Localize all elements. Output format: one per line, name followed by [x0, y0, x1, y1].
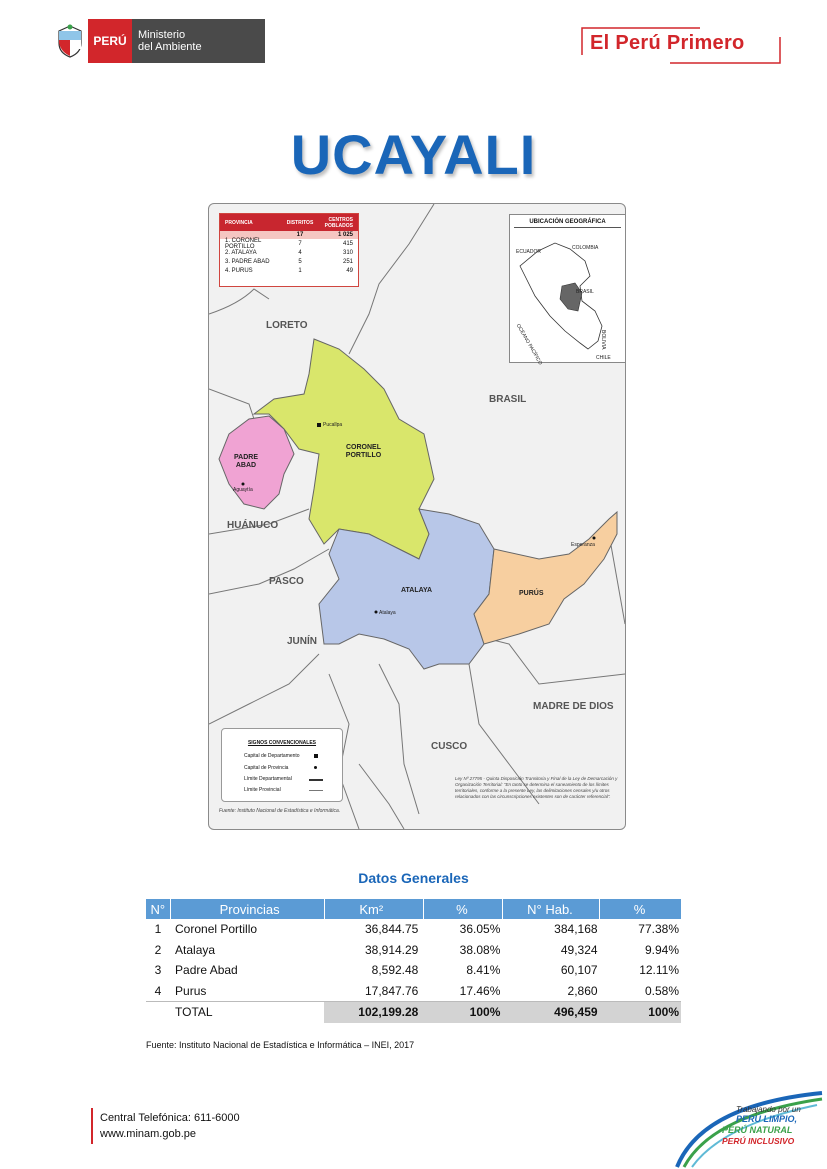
- table-total-row: [146, 1002, 681, 1023]
- inset-label-chile: CHILE: [596, 355, 611, 361]
- cell-pct-hab: 12.11%: [639, 963, 679, 978]
- city-label-esperanza: Esperanza: [571, 542, 595, 548]
- atalaya-marker: [375, 611, 378, 614]
- region-label-loreto: LORETO: [266, 320, 308, 331]
- map-source: Fuente: Instituto Nacional de Estadística e Informática.: [219, 808, 341, 814]
- map-table-cell: 251: [342, 258, 353, 265]
- map-legend: [221, 728, 343, 802]
- table-row: [146, 960, 681, 981]
- cell-pct-area: 36.05%: [459, 922, 501, 937]
- cell-n: 3: [154, 963, 162, 978]
- map-table-row: [220, 239, 358, 248]
- province-label-purus: PURÚS: [519, 590, 544, 597]
- limite-departamental-icon: [309, 779, 323, 781]
- city-label-pucallpa: Pucallpa: [323, 422, 343, 428]
- ministerio-logo: [52, 19, 265, 63]
- map-table-cell: 1. CORONEL PORTILLO: [225, 237, 262, 250]
- inset-title: UBICACIÓN GEOGRÁFICA: [514, 219, 621, 228]
- ministerio-name: [132, 19, 265, 63]
- legend-item: Capital de Provincia: [244, 765, 289, 771]
- header-provincias: Provincias: [170, 899, 324, 919]
- total-label: TOTAL: [170, 1002, 324, 1023]
- map-table-cell: 310: [342, 249, 353, 256]
- map-table-total-centros: 1 025: [337, 232, 353, 238]
- page-title: UCAYALI: [290, 123, 537, 186]
- peru-label: PERÚ: [88, 19, 132, 63]
- cell-provincia: Atalaya: [175, 942, 216, 957]
- map-table-row: [220, 266, 358, 275]
- region-label-madre-de-dios: MADRE DE DIOS: [533, 701, 614, 712]
- city-label-aguaytia: Aguaytía: [233, 487, 253, 493]
- map-table-cell: 4: [298, 249, 302, 256]
- city-label-atalaya: Atalaya: [379, 610, 396, 616]
- map-table-cell: 4. PURUS: [225, 267, 253, 274]
- slogan-text: El Perú Primero: [590, 32, 745, 54]
- map-table-cell: 1: [298, 267, 302, 274]
- cell-pct-hab: 9.94%: [644, 942, 679, 957]
- total-pct-area: 100%: [423, 1002, 502, 1023]
- header-pct-hab: %: [600, 899, 681, 919]
- pucallpa-marker: [317, 423, 321, 427]
- cell-km2: 38,914.29: [364, 942, 419, 957]
- cell-n: 4: [154, 983, 162, 998]
- legend-item: Capital de Departamento: [244, 753, 300, 759]
- inset-label-colombia: COLOMBIA: [572, 245, 599, 251]
- map-table-header-centros: CENTROS POBLADOS: [324, 216, 353, 229]
- cell-km2: 8,592.48: [371, 963, 419, 978]
- cell-pct-area: 8.41%: [466, 963, 501, 978]
- map-summary-table: [219, 213, 359, 287]
- header-pct-area: %: [423, 899, 502, 919]
- map-table-header: [220, 214, 358, 231]
- cell-pct-hab: 77.38%: [638, 922, 679, 937]
- cell-hab: 49,324: [560, 942, 598, 957]
- cell-pct-hab: 0.58%: [644, 983, 679, 998]
- region-label-huanuco: HUÁNUCO: [227, 520, 279, 531]
- map-table-total-distritos: 17: [296, 232, 304, 238]
- logo-line1: Trabajando por un: [736, 1105, 801, 1114]
- legend-item: Límite Provincial: [244, 787, 281, 793]
- map-table-row: [220, 248, 358, 257]
- table-row: [146, 981, 681, 1002]
- region-label-cusco: CUSCO: [431, 741, 468, 752]
- footer-telephone: Central Telefónica: 611-6000: [100, 1112, 240, 1124]
- map-table-cell: 5: [298, 258, 302, 265]
- peru-limpio-logo: [672, 1085, 827, 1169]
- map-table-header-distritos: DISTRITOS: [286, 219, 314, 226]
- cell-provincia: Padre Abad: [175, 963, 238, 978]
- header-n: N°: [146, 899, 170, 919]
- cell-hab: 384,168: [554, 922, 598, 937]
- cell-pct-area: 38.08%: [459, 942, 501, 957]
- logo-line2: PERÚ LIMPIO,: [736, 1114, 798, 1124]
- header-km2: Km²: [324, 899, 423, 919]
- cell-hab: 60,107: [560, 963, 598, 978]
- legend-title: SIGNOS CONVENCIONALES: [247, 740, 317, 746]
- total-km2: 102,199.28: [324, 1002, 423, 1023]
- region-label-pasco: PASCO: [269, 576, 304, 587]
- ministerio-line1: Ministerio: [138, 29, 186, 41]
- cell-pct-area: 17.46%: [459, 983, 501, 998]
- limite-provincial-icon: [309, 790, 323, 791]
- footer-website-link[interactable]: www.minam.gob.pe: [100, 1128, 196, 1140]
- inset-label-ecuador: ECUADOR: [516, 249, 542, 255]
- header-hab: N° Hab.: [502, 899, 599, 919]
- slogan-logo: [580, 25, 783, 65]
- region-label-junin: JUNÍN: [287, 636, 318, 647]
- total-pct-hab: 100%: [600, 1002, 681, 1023]
- map-table-cell: 415: [342, 240, 353, 247]
- logo-line4: PERÚ INCLUSIVO: [722, 1136, 795, 1146]
- inset-label-oceano: OCÉANO PACÍFICO: [514, 323, 544, 367]
- map-table-header-provincia: PROVINCIA: [225, 219, 253, 226]
- datos-generales-table: [146, 899, 681, 1023]
- cell-provincia: Coronel Portillo: [175, 922, 258, 937]
- inset-label-bolivia: BOLIVIA: [600, 330, 606, 350]
- purus-region: [474, 512, 617, 644]
- table-header-row: [146, 899, 681, 919]
- logo-line3: PERÚ NATURAL: [722, 1125, 793, 1135]
- map-table-row: [220, 257, 358, 266]
- cell-provincia: Purus: [175, 983, 207, 998]
- cell-km2: 36,844.75: [364, 922, 419, 937]
- cell-n: 2: [154, 942, 162, 957]
- inset-label-brasil: BRASIL: [576, 289, 594, 295]
- province-label-padre-abad: PADRE ABAD: [234, 454, 258, 469]
- cell-hab: 2,860: [567, 983, 598, 998]
- table-row: [146, 940, 681, 961]
- coat-of-arms-icon: [52, 19, 88, 63]
- legend-item: Límite Departamental: [244, 776, 292, 782]
- cell-n: 1: [154, 922, 162, 937]
- total-hab: 496,459: [502, 1002, 599, 1023]
- map-table-cell: 2. ATALAYA: [225, 249, 257, 256]
- capital-provincia-icon: [314, 766, 317, 769]
- map-table-cell: 49: [346, 267, 353, 274]
- datos-generales-title: Datos Generales: [358, 870, 469, 886]
- location-inset-map: [509, 214, 626, 367]
- aguaytia-marker: [242, 483, 245, 486]
- map-table-cell: 3. PADRE ABAD: [225, 258, 270, 265]
- table-row: [146, 919, 681, 940]
- footer-divider: [91, 1108, 93, 1144]
- esperanza-marker: [593, 537, 596, 540]
- ucayali-map: [208, 203, 626, 830]
- region-label-brasil: BRASIL: [489, 394, 527, 405]
- ministerio-line2: del Ambiente: [138, 41, 202, 53]
- province-label-coronel-portillo: CORONEL PORTILLO: [345, 444, 382, 459]
- map-law-note: Ley Nº 27795 - Quinta Disposición Transitoria y Final de la Ley de Demarcación y Organización Territorial: "En tanto se determina el saneamiento de los límites territoriales, conforme a la presente Ley, las delimitaciones censales y/u otros relacionados con las circunscripciones existentes son de carácter referencial".: [455, 776, 618, 799]
- map-table-cell: 7: [298, 240, 302, 247]
- capital-departamento-icon: [314, 754, 318, 758]
- province-label-atalaya: ATALAYA: [401, 587, 433, 594]
- table-source: Fuente: Instituto Nacional de Estadística e Informática – INEI, 2017: [146, 1040, 415, 1050]
- cell-km2: 17,847.76: [364, 983, 419, 998]
